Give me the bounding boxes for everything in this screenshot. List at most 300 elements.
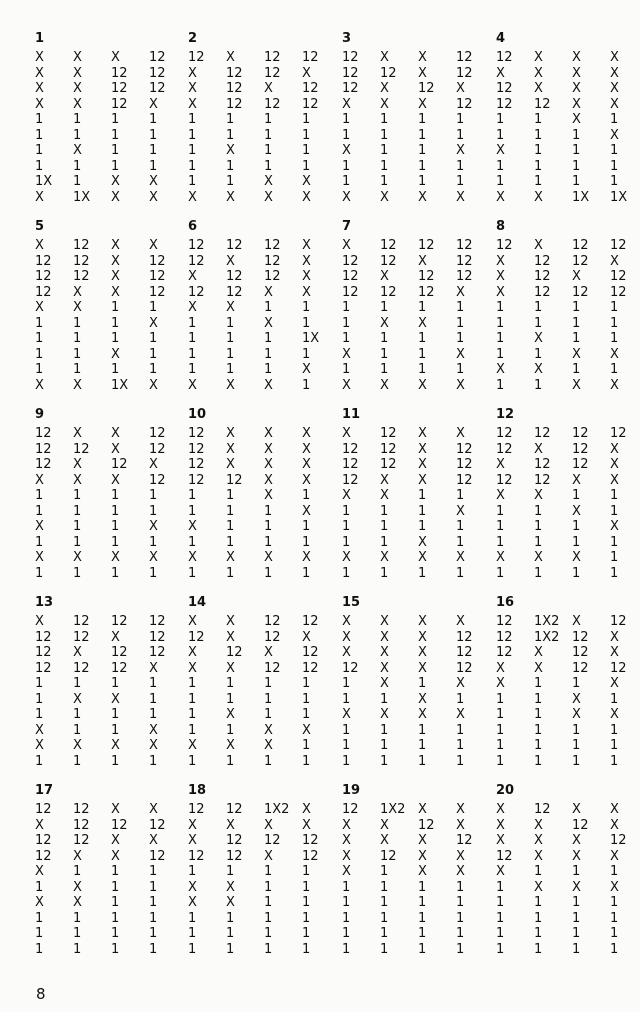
tip-row bbox=[35, 719, 187, 738]
tip-cell: X bbox=[73, 472, 82, 488]
tip-cell: X bbox=[73, 50, 82, 65]
tip-cell: 1 bbox=[418, 895, 427, 910]
tip-cell: X bbox=[35, 550, 44, 565]
tip-cell: 1 bbox=[264, 519, 273, 534]
tip-cell: 1 bbox=[73, 158, 82, 174]
tip-cell: X bbox=[418, 65, 427, 81]
tip-row bbox=[35, 77, 187, 96]
tip-cell: 1 bbox=[456, 519, 465, 534]
tip-cell: 1 bbox=[302, 738, 311, 753]
tip-cell: 1 bbox=[73, 488, 82, 503]
tip-row bbox=[35, 657, 187, 676]
tip-cell: 1 bbox=[534, 377, 543, 393]
tip-cell: 1 bbox=[572, 926, 581, 941]
tip-row bbox=[35, 876, 187, 895]
tip-cell: 12 bbox=[572, 284, 589, 300]
tip-rows bbox=[188, 234, 340, 393]
tip-row bbox=[496, 46, 640, 65]
tip-cell: 12 bbox=[380, 284, 397, 300]
tip-cell: 12 bbox=[496, 472, 513, 488]
block-number: 19 bbox=[342, 783, 361, 798]
tip-cell: 12 bbox=[149, 614, 166, 629]
tip-cell: X bbox=[188, 519, 197, 534]
tip-cell: X bbox=[73, 65, 82, 81]
tip-row bbox=[188, 515, 340, 534]
tip-cell: 12 bbox=[188, 472, 205, 488]
tip-cell: 1 bbox=[226, 926, 235, 941]
tip-cell: 1 bbox=[188, 676, 197, 691]
tip-cell: 12 bbox=[73, 441, 90, 457]
tip-cell: X bbox=[111, 253, 120, 269]
tip-cell: X bbox=[35, 377, 44, 393]
tip-cell: 1 bbox=[418, 112, 427, 127]
tip-cell: 1 bbox=[111, 503, 120, 519]
tip-cell: 1 bbox=[35, 691, 44, 707]
tip-row bbox=[35, 938, 187, 957]
tip-cell: X bbox=[35, 189, 44, 205]
tip-cell: 1 bbox=[534, 738, 543, 753]
tip-cell: 1 bbox=[610, 503, 619, 519]
tip-cell: 12 bbox=[149, 848, 166, 864]
tip-cell: 1X2 bbox=[380, 802, 406, 817]
tip-cell: 1 bbox=[342, 158, 351, 174]
tip-cell: 12 bbox=[188, 848, 205, 864]
tip-cell: 1 bbox=[496, 895, 505, 910]
tip-row bbox=[35, 672, 187, 691]
tip-cell: X bbox=[111, 174, 120, 189]
tip-cell: 12 bbox=[302, 660, 319, 676]
tip-cell: 1 bbox=[380, 565, 389, 581]
tip-cell: X bbox=[610, 472, 619, 488]
tip-cell: X bbox=[73, 691, 82, 707]
tip-cell: X bbox=[149, 189, 158, 205]
tip-cell: X bbox=[572, 691, 581, 707]
tip-cell: 12 bbox=[226, 645, 243, 660]
tip-cell: X bbox=[35, 81, 44, 96]
tip-cell: 1 bbox=[35, 879, 44, 895]
tip-row bbox=[342, 750, 494, 769]
tip-rows bbox=[496, 234, 640, 393]
page-number: 8 bbox=[36, 985, 46, 1003]
tip-cell: 1 bbox=[264, 331, 273, 346]
tip-cell: 1 bbox=[342, 691, 351, 707]
tip-cell: X bbox=[572, 377, 581, 393]
tip-cell: X bbox=[572, 346, 581, 362]
tip-row bbox=[496, 610, 640, 629]
tip-cell: 1 bbox=[264, 707, 273, 722]
tip-cell: X bbox=[73, 738, 82, 753]
tip-cell: X bbox=[226, 707, 235, 722]
tip-row bbox=[496, 234, 640, 253]
tip-cell: 1 bbox=[534, 174, 543, 189]
tip-cell: 1 bbox=[302, 519, 311, 534]
tip-cell: 1 bbox=[35, 941, 44, 957]
tip-cell: 1 bbox=[572, 864, 581, 879]
tip-cell: 1 bbox=[226, 315, 235, 331]
tip-cell: 1 bbox=[418, 722, 427, 738]
tip-row bbox=[496, 250, 640, 269]
tip-row bbox=[188, 234, 340, 253]
tip-cell: 1 bbox=[496, 300, 505, 315]
block-number: 11 bbox=[342, 407, 361, 422]
tip-row bbox=[496, 734, 640, 753]
tip-cell: X bbox=[35, 614, 44, 629]
tip-cell: 1 bbox=[456, 534, 465, 550]
tip-cell: 1 bbox=[342, 331, 351, 346]
tip-cell: 12 bbox=[188, 426, 205, 441]
tip-cell: 1 bbox=[572, 174, 581, 189]
tip-row bbox=[496, 484, 640, 503]
tip-cell: X bbox=[418, 426, 427, 441]
tip-cell: 12 bbox=[35, 802, 52, 817]
tip-cell: 12 bbox=[418, 81, 435, 96]
tip-row bbox=[496, 312, 640, 331]
tip-cell: 1 bbox=[342, 362, 351, 377]
tip-cell: 1 bbox=[149, 127, 158, 143]
tip-cell: 12 bbox=[496, 81, 513, 96]
tip-cell: 1 bbox=[456, 738, 465, 753]
tip-cell: 1 bbox=[264, 158, 273, 174]
tip-cell: 12 bbox=[302, 81, 319, 96]
tip-row bbox=[342, 938, 494, 957]
tip-cell: 1 bbox=[534, 158, 543, 174]
tip-row bbox=[35, 312, 187, 331]
tip-cell: 12 bbox=[496, 629, 513, 645]
tip-cell: X bbox=[418, 441, 427, 457]
tip-cell: 1 bbox=[111, 143, 120, 158]
tip-cell: X bbox=[418, 629, 427, 645]
tip-cell: X bbox=[534, 660, 543, 676]
tip-cell: X bbox=[418, 848, 427, 864]
tip-cell: 12 bbox=[380, 426, 397, 441]
tip-cell: X bbox=[380, 488, 389, 503]
tip-cell: 1 bbox=[188, 362, 197, 377]
tip-cell: 12 bbox=[35, 269, 52, 284]
tip-cell: X bbox=[496, 660, 505, 676]
tip-row bbox=[342, 170, 494, 189]
tip-cell: X bbox=[496, 833, 505, 848]
tip-cell: 1 bbox=[534, 910, 543, 926]
tip-cell: 12 bbox=[35, 629, 52, 645]
tip-cell: 12 bbox=[342, 65, 359, 81]
tip-cell: X bbox=[572, 614, 581, 629]
tip-cell: 1 bbox=[572, 676, 581, 691]
tip-cell: X bbox=[418, 315, 427, 331]
tip-cell: 12 bbox=[264, 629, 281, 645]
tip-cell: 12 bbox=[302, 833, 319, 848]
tip-cell: X bbox=[302, 269, 311, 284]
tip-cell: 1 bbox=[456, 362, 465, 377]
tip-row bbox=[188, 469, 340, 488]
tip-cell: 1 bbox=[610, 895, 619, 910]
tip-cell: X bbox=[188, 817, 197, 833]
tip-cell: 12 bbox=[188, 284, 205, 300]
tip-row bbox=[496, 108, 640, 127]
tip-cell: 1 bbox=[418, 362, 427, 377]
tip-cell: X bbox=[264, 722, 273, 738]
tip-cell: 12 bbox=[226, 269, 243, 284]
tip-row bbox=[342, 703, 494, 722]
tip-cell: X bbox=[35, 817, 44, 833]
tip-row bbox=[496, 327, 640, 346]
tip-cell: 12 bbox=[111, 457, 128, 472]
tip-cell: 12 bbox=[496, 426, 513, 441]
tip-cell: X bbox=[610, 457, 619, 472]
tip-cell: X bbox=[188, 377, 197, 393]
tip-cell: X bbox=[342, 189, 351, 205]
tip-cell: 1 bbox=[111, 941, 120, 957]
tip-row bbox=[188, 139, 340, 158]
tip-row bbox=[35, 922, 187, 941]
tip-cell: X bbox=[111, 441, 120, 457]
tip-cell: 1 bbox=[111, 722, 120, 738]
tip-cell: 12 bbox=[149, 81, 166, 96]
tip-cell: X bbox=[418, 534, 427, 550]
tip-cell: 1 bbox=[418, 565, 427, 581]
tip-cell: 1 bbox=[496, 174, 505, 189]
block-number: 2 bbox=[188, 31, 198, 46]
block-number: 7 bbox=[342, 219, 352, 234]
tip-cell: 1 bbox=[35, 676, 44, 691]
tip-cell: X bbox=[572, 848, 581, 864]
tip-cell: 12 bbox=[534, 457, 551, 472]
tip-cell: X bbox=[496, 143, 505, 158]
tip-row bbox=[496, 907, 640, 926]
tip-cell: X bbox=[226, 738, 235, 753]
tip-cell: 1 bbox=[456, 331, 465, 346]
tip-cell: 1 bbox=[380, 910, 389, 926]
tip-cell: 12 bbox=[572, 238, 589, 253]
tip-cell: 12 bbox=[456, 238, 473, 253]
tip-cell: 1 bbox=[73, 503, 82, 519]
tip-cell: 1 bbox=[572, 158, 581, 174]
tip-cell: 12 bbox=[610, 426, 627, 441]
tip-cell: X bbox=[456, 550, 465, 565]
block-number: 16 bbox=[496, 595, 515, 610]
tip-rows bbox=[496, 422, 640, 581]
tip-row bbox=[496, 469, 640, 488]
tip-cell: 1 bbox=[149, 926, 158, 941]
tip-cell: X bbox=[73, 645, 82, 660]
tip-row bbox=[342, 422, 494, 441]
tip-row bbox=[188, 546, 340, 565]
tip-cell: X bbox=[302, 503, 311, 519]
tip-cell: 1 bbox=[264, 941, 273, 957]
tip-cell: 1 bbox=[264, 879, 273, 895]
tip-cell: 1 bbox=[380, 362, 389, 377]
tip-cell: X bbox=[149, 174, 158, 189]
tip-row bbox=[188, 688, 340, 707]
tip-cell: X bbox=[226, 189, 235, 205]
tip-cell: 1 bbox=[149, 895, 158, 910]
tip-cell: 12 bbox=[534, 284, 551, 300]
tip-cell: 1 bbox=[342, 315, 351, 331]
tip-row bbox=[342, 186, 494, 205]
tip-cell: X bbox=[418, 50, 427, 65]
tip-row bbox=[35, 907, 187, 926]
tip-cell: 1 bbox=[456, 488, 465, 503]
tip-cell: 1 bbox=[572, 315, 581, 331]
tip-cell: 1 bbox=[496, 910, 505, 926]
tip-cell: 1 bbox=[380, 346, 389, 362]
tip-cell: 1 bbox=[456, 565, 465, 581]
tip-cell: 1 bbox=[418, 300, 427, 315]
tip-cell: X bbox=[73, 81, 82, 96]
tip-cell: 12 bbox=[496, 50, 513, 65]
tip-row bbox=[188, 672, 340, 691]
tip-row bbox=[35, 296, 187, 315]
tip-cell: 12 bbox=[342, 457, 359, 472]
tip-row bbox=[496, 657, 640, 676]
tip-cell: X bbox=[496, 253, 505, 269]
tip-cell: 12 bbox=[264, 833, 281, 848]
tip-cell: 1 bbox=[380, 738, 389, 753]
tip-cell: 1 bbox=[610, 300, 619, 315]
tip-cell: X bbox=[73, 848, 82, 864]
tip-row bbox=[35, 327, 187, 346]
tip-cell: X bbox=[264, 817, 273, 833]
tip-cell: X bbox=[610, 519, 619, 534]
tip-cell: 1 bbox=[342, 926, 351, 941]
tip-cell: 1 bbox=[610, 174, 619, 189]
tip-row bbox=[342, 139, 494, 158]
tip-cell: X bbox=[302, 284, 311, 300]
tip-row bbox=[496, 938, 640, 957]
tip-cell: 1 bbox=[226, 864, 235, 879]
tip-cell: X bbox=[534, 833, 543, 848]
tip-cell: 12 bbox=[73, 269, 90, 284]
tip-cell: 1 bbox=[456, 127, 465, 143]
tip-cell: 1 bbox=[302, 112, 311, 127]
tip-cell: X bbox=[572, 550, 581, 565]
tip-cell: 12 bbox=[111, 96, 128, 112]
tip-row bbox=[342, 500, 494, 519]
tip-cell: 12 bbox=[188, 253, 205, 269]
tip-row bbox=[342, 312, 494, 331]
tip-cell: 12 bbox=[534, 802, 551, 817]
tip-cell: 1 bbox=[111, 926, 120, 941]
tip-row bbox=[35, 265, 187, 284]
tip-cell: 12 bbox=[342, 81, 359, 96]
tip-cell: 12 bbox=[456, 645, 473, 660]
tip-row bbox=[35, 860, 187, 879]
tip-cell: 1 bbox=[188, 127, 197, 143]
tip-row bbox=[496, 876, 640, 895]
tip-cell: 12 bbox=[572, 645, 589, 660]
tip-cell: 1 bbox=[35, 112, 44, 127]
tip-cell: X bbox=[496, 802, 505, 817]
tip-cell: 1 bbox=[111, 565, 120, 581]
tip-cell: 1 bbox=[302, 565, 311, 581]
tip-rows bbox=[188, 422, 340, 581]
tip-cell: 1 bbox=[380, 331, 389, 346]
tip-row bbox=[496, 845, 640, 864]
tip-row bbox=[35, 562, 187, 581]
tip-row bbox=[35, 500, 187, 519]
tip-cell: 1 bbox=[149, 331, 158, 346]
tip-cell: 1 bbox=[188, 910, 197, 926]
tip-cell: 12 bbox=[264, 269, 281, 284]
tip-rows bbox=[342, 234, 494, 393]
tip-cell: 12 bbox=[73, 253, 90, 269]
tip-row bbox=[188, 891, 340, 910]
tip-cell: X bbox=[111, 426, 120, 441]
tip-cell: X bbox=[572, 503, 581, 519]
tip-cell: 1 bbox=[302, 127, 311, 143]
tip-row bbox=[496, 531, 640, 550]
tip-cell: X bbox=[456, 426, 465, 441]
tip-rows bbox=[188, 798, 340, 957]
tip-cell: X bbox=[73, 300, 82, 315]
tip-row bbox=[342, 108, 494, 127]
tip-cell: X bbox=[73, 143, 82, 158]
tip-cell: X bbox=[534, 879, 543, 895]
tip-cell: X bbox=[302, 472, 311, 488]
tip-cell: 12 bbox=[302, 50, 319, 65]
tip-cell: 1 bbox=[610, 738, 619, 753]
tip-cell: 1 bbox=[188, 503, 197, 519]
tip-cell: X bbox=[534, 441, 543, 457]
tip-cell: 12 bbox=[380, 238, 397, 253]
tip-cell: 1 bbox=[73, 331, 82, 346]
tip-cell: 12 bbox=[226, 81, 243, 96]
tip-cell: 1 bbox=[188, 331, 197, 346]
tip-cell: X bbox=[35, 864, 44, 879]
tip-row bbox=[496, 374, 640, 393]
tip-cell: 12 bbox=[149, 645, 166, 660]
tip-cell: 1 bbox=[188, 158, 197, 174]
tip-cell: 1 bbox=[456, 722, 465, 738]
tip-cell: X bbox=[149, 802, 158, 817]
tip-cell: X bbox=[188, 614, 197, 629]
tip-row bbox=[35, 626, 187, 645]
tip-cell: 1 bbox=[264, 864, 273, 879]
tip-row bbox=[342, 829, 494, 848]
tip-cell: X bbox=[302, 65, 311, 81]
tip-cell: X bbox=[111, 629, 120, 645]
tip-cell: X bbox=[111, 269, 120, 284]
tip-cell: 1 bbox=[149, 676, 158, 691]
tip-row bbox=[496, 343, 640, 362]
tip-cell: 1 bbox=[149, 753, 158, 769]
tip-cell: 1 bbox=[111, 127, 120, 143]
tip-cell: 1 bbox=[610, 926, 619, 941]
tip-rows bbox=[342, 422, 494, 581]
tip-cell: 1 bbox=[302, 910, 311, 926]
tip-row bbox=[342, 250, 494, 269]
tip-cell: 1 bbox=[188, 707, 197, 722]
tip-cell: 1 bbox=[610, 941, 619, 957]
tip-cell: X bbox=[342, 833, 351, 848]
tip-cell: 1 bbox=[496, 691, 505, 707]
tip-row bbox=[35, 170, 187, 189]
tip-cell: 1 bbox=[610, 753, 619, 769]
tip-rows bbox=[342, 46, 494, 205]
tip-row bbox=[188, 296, 340, 315]
tip-row bbox=[496, 124, 640, 143]
tip-cell: X bbox=[226, 300, 235, 315]
tip-row bbox=[342, 124, 494, 143]
tip-cell: X bbox=[456, 284, 465, 300]
tip-row bbox=[496, 515, 640, 534]
tip-cell: X bbox=[610, 707, 619, 722]
tip-cell: 1 bbox=[380, 127, 389, 143]
tip-row bbox=[496, 703, 640, 722]
tip-cell: X bbox=[418, 691, 427, 707]
tip-row bbox=[342, 719, 494, 738]
tip-row bbox=[342, 641, 494, 660]
tip-cell: X bbox=[188, 96, 197, 112]
